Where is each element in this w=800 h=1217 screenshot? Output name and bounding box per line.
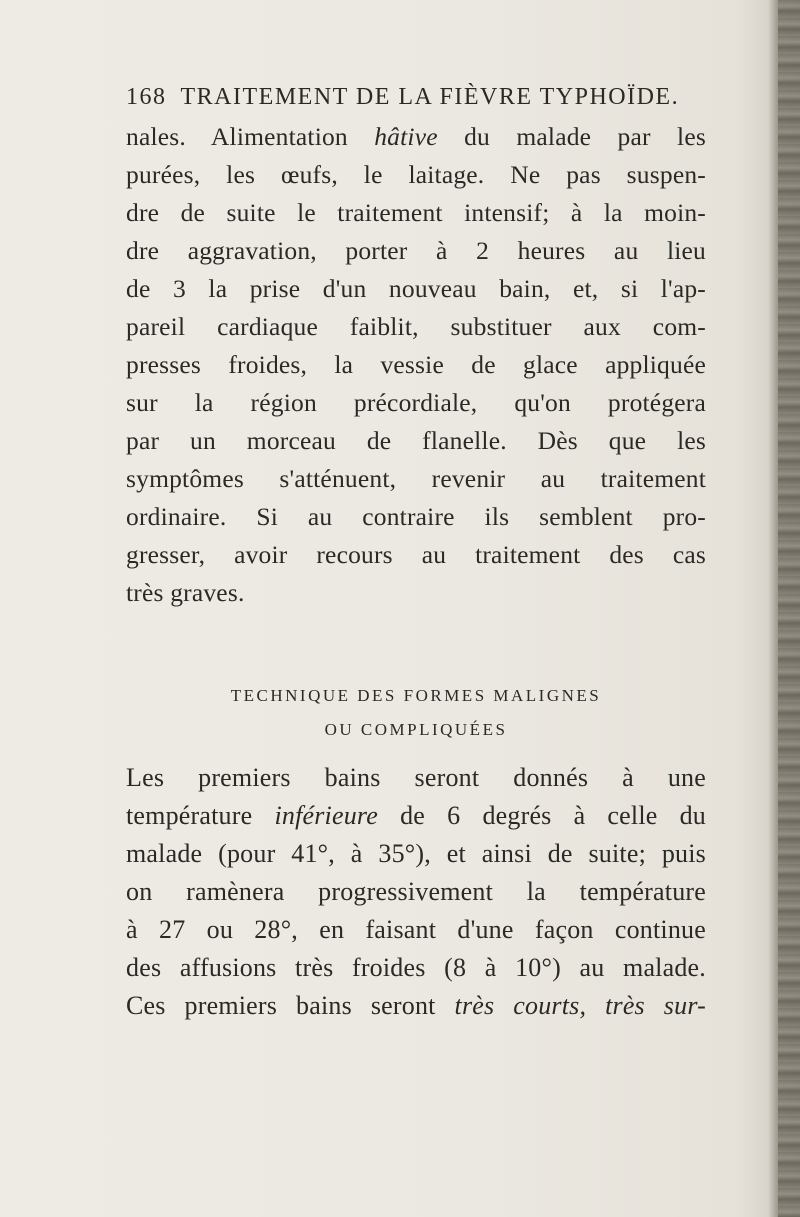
text-run: Les premiers bains seront donnés à une xyxy=(126,763,706,792)
text-line xyxy=(126,422,706,460)
running-header xyxy=(126,84,686,111)
text-line xyxy=(126,194,706,232)
text-line xyxy=(126,949,706,987)
text-run: température xyxy=(126,801,275,830)
text-run: gresser, avoir recours au traitement des cas xyxy=(126,540,706,569)
text-run: de 3 la prise d'un nouveau bain, et, si l'ap- xyxy=(126,274,706,303)
text-run: nales. Alimentation xyxy=(126,122,375,151)
text-run: très graves. xyxy=(126,578,245,607)
text-run: symptômes s'atténuent, revenir au traitement xyxy=(126,464,706,493)
text-run: par un morceau de flanelle. Dès que les xyxy=(126,426,706,455)
text-line xyxy=(126,797,706,835)
text-run: ordinaire. Si au contraire ils semblent pro- xyxy=(126,502,706,531)
text-run: de 6 degrés à celle du xyxy=(378,801,706,830)
italic-text: très courts, très sur- xyxy=(454,991,706,1020)
page-number: 168 xyxy=(126,84,167,110)
text-line xyxy=(126,873,706,911)
text-line xyxy=(126,835,706,873)
text-line xyxy=(126,384,706,422)
text-run: pareil cardiaque faiblit, substituer aux com- xyxy=(126,312,706,341)
text-run: sur la région précordiale, qu'on protégera xyxy=(126,388,706,417)
text-line xyxy=(126,460,706,498)
section-heading xyxy=(126,679,706,747)
paragraph-1 xyxy=(126,118,706,612)
text-line xyxy=(126,536,706,574)
text-line xyxy=(126,346,706,384)
text-run: dre aggravation, porter à 2 heures au lieu xyxy=(126,236,706,265)
section-heading-line-2: OU COMPLIQUÉES xyxy=(324,720,508,739)
italic-text: inférieure xyxy=(274,801,379,830)
text-run: du malade par les xyxy=(437,122,706,151)
section-heading-line-1: TECHNIQUE DES FORMES MALIGNES xyxy=(230,686,602,705)
text-line xyxy=(126,232,706,270)
text-run: des affusions très froides (8 à 10°) au malade. xyxy=(126,953,706,982)
text-run: dre de suite le traitement intensif; à la moin- xyxy=(126,198,706,227)
text-line xyxy=(126,574,706,612)
text-line xyxy=(126,270,706,308)
paragraph-2 xyxy=(126,759,706,1025)
text-run: purées, les œufs, le laitage. Ne pas suspen- xyxy=(126,160,706,189)
text-run: presses froides, la vessie de glace appliquée xyxy=(126,350,706,379)
italic-text: hâtive xyxy=(374,122,438,151)
text-line xyxy=(126,308,706,346)
running-title: TRAITEMENT DE LA FIÈVRE TYPHOÏDE. xyxy=(180,84,680,110)
text-line xyxy=(126,156,706,194)
text-run: Ces premiers bains seront xyxy=(126,991,455,1020)
page-edge xyxy=(778,0,800,1217)
text-line xyxy=(126,911,706,949)
text-line xyxy=(126,498,706,536)
text-run: malade (pour 41°, à 35°), et ainsi de suite; puis xyxy=(126,839,706,868)
text-line xyxy=(126,118,706,156)
page-edge-shadow xyxy=(768,0,778,1217)
text-run: on ramènera progressivement la température xyxy=(126,877,706,906)
text-run: à 27 ou 28°, en faisant d'une façon continue xyxy=(126,915,706,944)
text-line xyxy=(126,759,706,797)
text-line xyxy=(126,987,706,1025)
